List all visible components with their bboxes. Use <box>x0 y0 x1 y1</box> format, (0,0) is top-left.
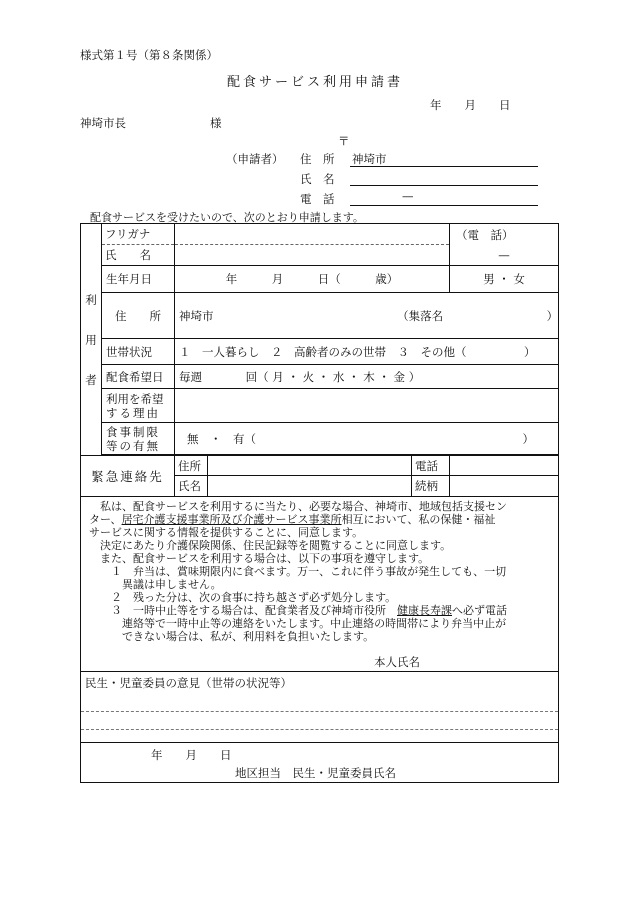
applicant-name-label: 氏 名 <box>300 172 335 186</box>
applicant-phone-field[interactable] <box>350 205 538 206</box>
emergency-phone-label: 電話 <box>412 456 450 476</box>
opinion-section[interactable] <box>81 672 559 743</box>
postal-mark: 〒 <box>338 134 350 148</box>
delivery-days-label: 配食希望日 <box>102 365 175 389</box>
commissioner-signature[interactable]: 地区担当 民生・児童委員氏名 <box>235 766 396 780</box>
diet-label: 食事制限 等の有無 <box>102 423 175 455</box>
village-name: （集落名 ） <box>397 308 559 323</box>
furigana-name-label: フリガナ 氏 名 <box>102 224 175 266</box>
delivery-days-value: 回（ 月 ・ 火 ・ 水 ・ 木 ・ 金 ） <box>245 369 421 384</box>
applicant-address-line <box>350 166 538 167</box>
delivery-days-field[interactable] <box>175 365 559 389</box>
commissioner-section <box>81 743 559 783</box>
applicant-name-field[interactable] <box>350 185 538 186</box>
opinion-label: 民生・児童委員の意見（世帯の状況等） <box>85 676 292 690</box>
opinion-line-2[interactable] <box>81 712 558 730</box>
applicant-phone-label: 電 話 <box>300 192 335 206</box>
emergency-name-field[interactable] <box>208 476 412 497</box>
application-table <box>80 223 559 783</box>
intro-text: 配食サービスを受けたいので、次のとおり申請します。 <box>90 211 364 224</box>
date-line: 年 月 日 <box>430 98 511 112</box>
emergency-address-field[interactable] <box>208 456 412 476</box>
user-address-label: 住 所 <box>102 293 175 339</box>
applicant-address-label: 住 所 <box>300 152 335 166</box>
birth-label: 生年月日 <box>102 266 175 293</box>
consent-terms: 私は、配食サービスを利用するに当たり、必要な場合、神埼市、地域包括支援セン ター、居宅介護支援事業所及び介護サービス事業所相互において、私の保健・福祉 サービスに関する情報を提供することに、同意します。 決定にあたり介護保険関係、住民記録等を閲覧することに同意します。 また、配食サービスを利用する場合は、以下の事項を遵守します。 １ 弁当は、賞味期限内に食べます。万一、これに伴う事故が発生しても、一切 異議は申しません。 ２ 残った分は、次の食事に持ち越さず必ず処分します。 ３ 一時中止等をする場合は、配食業者及び神埼市役所 健康長寿課へ必ず電話 連絡等で一時中止等の連絡をいたします。中止連絡の時間帯により弁当中止が できない場合は、私が、利用料を負担いたします。 本人氏名 <box>81 497 559 672</box>
user-address-field[interactable] <box>175 293 559 339</box>
household-field[interactable]: １ 一人暮らし ２ 高齢者のみの世帯 ３ その他（ ） <box>175 339 559 365</box>
page-title: 配食サービス利用申請書 <box>226 75 403 90</box>
applicant-label: （申請者） <box>226 152 284 166</box>
addressee-sama: 様 <box>210 116 222 130</box>
gender-field[interactable]: 男 ・ 女 <box>450 266 559 293</box>
diet-value: 無 ・ 有（ <box>187 431 256 446</box>
user-group-label: 利 用 者 <box>81 224 102 456</box>
diet-close: ） <box>522 431 535 446</box>
delivery-days-prefix: 毎週 <box>179 369 202 384</box>
opinion-date[interactable]: 年 月 日 <box>151 748 232 762</box>
emergency-relation-label: 続柄 <box>412 476 450 497</box>
furigana-name-field[interactable] <box>175 224 450 266</box>
user-address-city: 神埼市 <box>179 308 214 323</box>
self-signature[interactable]: 本人氏名 <box>374 655 420 669</box>
emergency-phone-field[interactable] <box>450 456 559 476</box>
opinion-line-1[interactable] <box>81 695 558 712</box>
diet-field[interactable] <box>175 423 559 455</box>
emergency-label: 緊急連絡先 <box>81 456 175 497</box>
reason-field[interactable] <box>175 389 559 423</box>
applicant-phone-sep: — <box>402 189 414 203</box>
emergency-relation-field[interactable] <box>450 476 559 497</box>
applicant-address-value[interactable]: 神埼市 <box>352 152 387 166</box>
birth-field[interactable]: 年 月 日（ 歳） <box>175 266 450 293</box>
addressee: 神埼市長 <box>80 116 126 130</box>
household-label: 世帯状況 <box>102 339 175 365</box>
emergency-address-label: 住所 <box>175 456 208 476</box>
form-number: 様式第１号（第８条関係） <box>80 48 218 62</box>
reason-label: 利用を希望 する理由 <box>102 389 175 423</box>
emergency-name-label: 氏名 <box>175 476 208 497</box>
user-phone-cell[interactable]: （電 話） — <box>450 224 559 266</box>
